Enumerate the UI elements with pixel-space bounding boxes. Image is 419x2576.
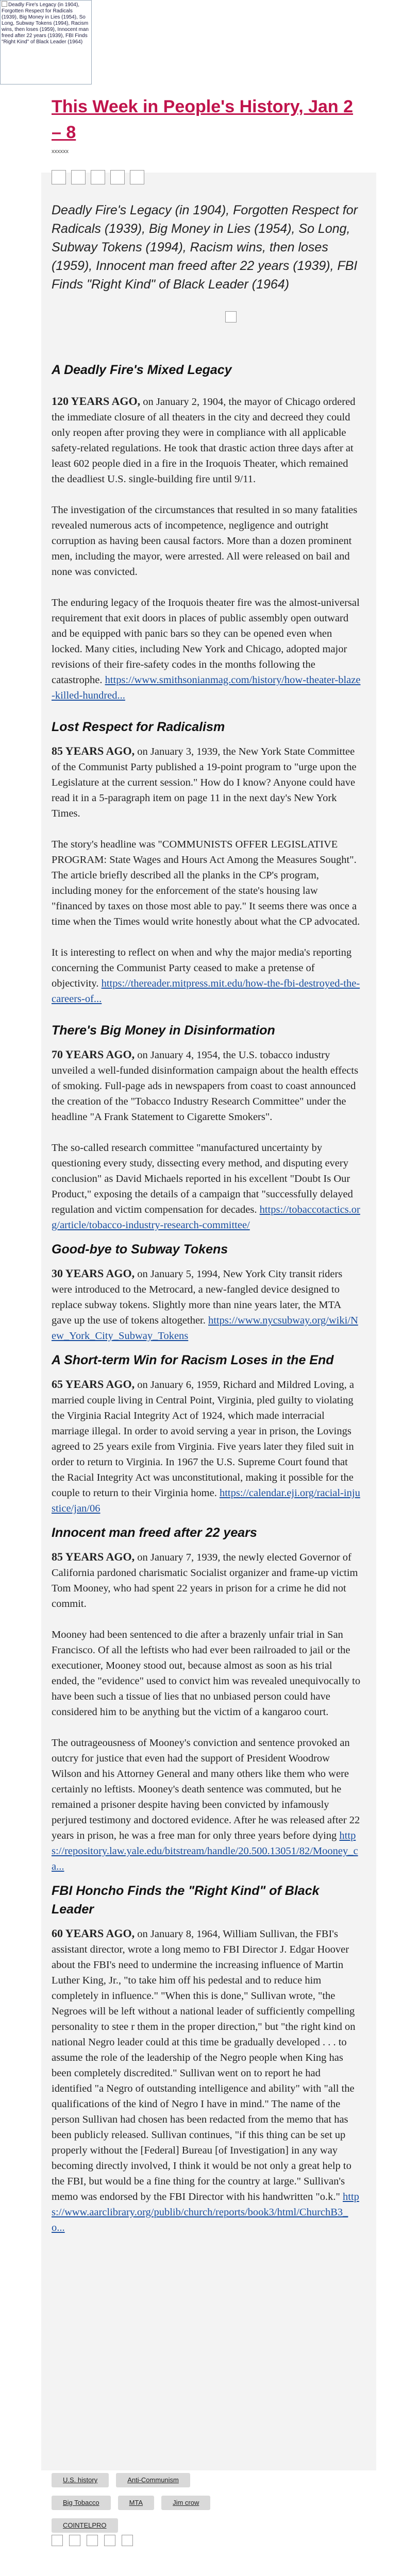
print-share-icon[interactable] xyxy=(104,2535,115,2546)
tobacco-lead: 70 YEARS AGO, xyxy=(52,1048,135,1061)
fire-p2: The investigation of the circumstances that resulted in so many fatalities revealed numerous acts of incompetence, negligence and outright corruption as having been causal factors. More than a dozen prominent men, including the mayor, were arrested. All were released on bail and none was convicted. xyxy=(52,504,358,578)
facebook-share-icon[interactable] xyxy=(52,2535,63,2546)
fire-link[interactable]: https://www.smithsonianmag.com/history/how-theater-blaze-killed-hundred... xyxy=(52,674,361,701)
tobacco-p1-text: on January 4, 1954, the U.S. tobacco industry unveiled a well-funded disinformation campaign about the health effects of smoking. Full-page ads in newspapers from coast to coast announced the creation of the "Tobacco Industry Research Committee" under the headline "A Frank Statement to Cigarette Smokers". xyxy=(52,1049,359,1123)
innocent-p1-text: on January 7, 1939, the newly elected Governor of California pardoned charismatic Socialist organizer and frame-up victim Tom Mooney, who had spent 22 years in prison for a crime he did not commit. xyxy=(52,1552,358,1609)
racism-link[interactable]: https://calendar.eji.org/racial-injustice/jan/06 xyxy=(52,1487,360,1514)
byline: xxxxxx xyxy=(52,148,69,155)
tag-jim-crow[interactable]: Jim crow xyxy=(161,2496,210,2510)
tobacco-heading: There's Big Money in Disinformation xyxy=(52,1023,275,1038)
racism-heading: A Short-term Win for Racism Loses in the End xyxy=(52,1353,334,1367)
subway-link[interactable]: https://www.nycsubway.org/wiki/New_York_City_Subway_Tokens xyxy=(52,1315,358,1342)
tobacco-p2-text: The so-called research committee "manufactured uncertainty by questioning every study, dissecting every method, and disputing every conclusion" as David Michaels reported in his excellent "Doubt Is Our Product," exposing the details of a campaign that "successfully delayed regulation and victim compensation for decades. xyxy=(52,1142,353,1215)
racism-p1 xyxy=(52,1377,361,1516)
radicalism-p1 xyxy=(52,743,361,821)
twitter-share-icon[interactable] xyxy=(71,170,86,184)
tag-us-history[interactable]: U.S. history xyxy=(52,2473,109,2487)
print-share-icon[interactable] xyxy=(110,170,125,184)
tag-big-tobacco[interactable]: Big Tobacco xyxy=(52,2496,111,2510)
innocent-p3-text: The outrageousness of Mooney's conviction and sentence provoked an outcry for justice that even had the support of President Woodrow Wilson and his Attorney General and many others like them who were certainly no leftists. Mooney's death sentence was commuted, but he remained a prisoner despite having been convicted by infamously perjured testimony and doctored evidence. After he was released after 22 years in prison, he was a free man for only three years before dying xyxy=(52,1737,360,1841)
fire-p1-text: on January 2, 1904, the mayor of Chicago ordered the immediate closure of all theaters in the city and decreed they could only reopen after proving they were in compliance with all applicable safety-related regulations. He took that drastic action three days after at least 602 people died in a fire in the Iroquois Theater, which remained the deadliest U.S. single-building fire until 9/11. xyxy=(52,396,356,485)
radicalism-link[interactable]: https://thereader.mitpress.mit.edu/how-the-fbi-destroyed-the-careers-of... xyxy=(52,978,360,1005)
fire-p1 xyxy=(52,394,361,487)
deck-summary: Deadly Fire's Legacy (in 1904), Forgotten Respect for Radicals (1939), Big Money in Lies (1954), So Long, Subway Tokens (1994), Racism wins, then loses (1959), Innocent man freed after 22 years (1939), FBI Finds "Right Kind" of Black Leader (1964) xyxy=(52,203,358,292)
tobacco-p2 xyxy=(52,1140,361,1233)
subway-lead: 30 YEARS AGO, xyxy=(52,1267,135,1280)
tobacco-p1 xyxy=(52,1047,361,1125)
article-body xyxy=(52,361,361,2235)
subway-p1-text: on January 5, 1994, New York City transit riders were introduced to the Metrocard, a new-fangled device designed to replace subway tokens. Slightly more than nine years later, the MTA gave up the use of tokens altogether. xyxy=(52,1268,343,1326)
subway-heading: Good-bye to Subway Tokens xyxy=(52,1242,228,1257)
fire-p3 xyxy=(52,595,361,703)
innocent-p2: Mooney had been sentenced to die after a brazenly unfair trial in San Francisco. Of all the leftists who had ever been railroaded to jail or the executioner, Mooney stood out, because almost as soon as his trial ended, the "evidence" used to convict him was revealed unequivocally to have been such a tissue of lies that no unbiased person could have considered him to be anything but the victim of a kangaroo court. xyxy=(52,1629,361,1718)
tag-cointelpro[interactable]: COINTELPRO xyxy=(52,2518,118,2533)
share-icons-top xyxy=(52,170,149,187)
innocent-lead: 85 YEARS AGO, xyxy=(52,1550,135,1563)
tag-anti-communism[interactable]: Anti-Communism xyxy=(116,2473,190,2487)
radicalism-p3 xyxy=(52,945,361,1007)
radicalism-lead: 85 YEARS AGO, xyxy=(52,744,135,757)
article-image-icon xyxy=(225,311,237,323)
radicalism-p2: The story's headline was "COMMUNISTS OFFER LEGISLATIVE PROGRAM: State Wages and Hours Act Among the Measures Sought". The article briefly described all the planks in the CP's program, including money for the enforcement of the state's housing law "financed by taxes on those most able to pay." It seems there was once a time when the Times would write honestly about what the CP advocated. xyxy=(52,839,360,927)
racism-lead: 65 YEARS AGO, xyxy=(52,1378,135,1391)
facebook-share-icon[interactable] xyxy=(52,170,66,184)
share-icons-bottom xyxy=(52,2535,139,2549)
email-share-icon[interactable] xyxy=(87,2535,98,2546)
subway-p1 xyxy=(52,1266,361,1344)
link-share-icon[interactable] xyxy=(130,170,144,184)
header-image xyxy=(0,0,92,84)
tag-mta[interactable]: MTA xyxy=(118,2496,154,2510)
racism-p1-text: on January 6, 1959, Richard and Mildred Loving, a married couple living in Central Point, Virginia, pled guilty to violating the Virginia Racial Integrity Act of 1924, which made interracial marriage illegal. In order to avoid serving a year in prison, the Lovings agreed to 25 years exile from Virginia. Five years later they filed suit in order to return to Virginia. In 1967 the U.S. Supreme Court found that the Racial Integrity Act was unconstitutional, making it possible for the couple to return to their Virginia home. xyxy=(52,1379,355,1499)
page-title[interactable]: This Week in People's History, Jan 2 – 8 xyxy=(52,97,354,142)
email-share-icon[interactable] xyxy=(91,170,105,184)
tobacco-link[interactable]: https://tobaccotactics.org/article/tobacco-industry-research-committee/ xyxy=(52,1204,360,1231)
fbi-heading: FBI Honcho Finds the "Right Kind" of Black Leader xyxy=(52,1884,320,1917)
fire-p3-text: The enduring legacy of the Iroquois theater fire was the almost-universal requirement that exit doors in places of public assembly open outward and be equipped with panic bars so they can be opened even when locked. Many cities, including New York and Chicago, adopted major revisions of their fire-safety codes in the months following the catastrophe. xyxy=(52,597,360,686)
twitter-share-icon[interactable] xyxy=(69,2535,80,2546)
tag-list xyxy=(52,2473,361,2541)
radicalism-p3-text: It is interesting to reflect on when and why the major media's reporting concerning the Communist Party ceased to make a pretense of objectivity. xyxy=(52,947,352,989)
fire-heading: A Deadly Fire's Mixed Legacy xyxy=(52,363,232,377)
radicalism-heading: Lost Respect for Radicalism xyxy=(52,720,225,734)
fbi-link[interactable]: https://www.aarclibrary.org/publib/church/reports/book3/html/ChurchB3_o... xyxy=(52,2191,359,2233)
broken-image-icon xyxy=(2,1,7,7)
innocent-p3 xyxy=(52,1735,361,1874)
fbi-p1 xyxy=(52,1926,361,2235)
link-share-icon[interactable] xyxy=(122,2535,133,2546)
fire-lead: 120 YEARS AGO, xyxy=(52,395,141,408)
innocent-p1 xyxy=(52,1549,361,1612)
innocent-heading: Innocent man freed after 22 years xyxy=(52,1526,257,1540)
fbi-lead: 60 YEARS AGO, xyxy=(52,1927,135,1940)
fbi-p1-text: on January 8, 1964, William Sullivan, the FBI's assistant director, wrote a long memo to FBI Director J. Edgar Hoover about the FBI's need to undermine the increasing influence of Martin Luther King, Jr., "to take him off his pedestal and to reduce him completely in influence." "When this is done," Sullivan wrote, "the Negroes will be left without a national leader of sufficiently compelling personality to stee r them in the proper direction," but "the right kind on national Negro leader could at this time be gradually developed . . . to assume the role of the leadership of the Negro people when King has been completely discredited." Sullivan went on to report he had identified "a Negro of outstanding intelligence and ability" with "all the qualifications of the kind of Negro I have in mind." The name of the person Sullivan had chosen has been redacted from the memo that has been publicly released. Sullivan continues, "if this thing can be set up properly without the [Federal] Bureau [of Investigation] in any way becoming directly involved, I think it would be not only a great help to the FBI, but would be a fine thing for the country at large." Sullivan's memo was endorsed by the FBI Director with his handwritten "o.k." xyxy=(52,1928,356,2202)
innocent-link[interactable]: https://repository.law.yale.edu/bitstream/handle/20.500.13051/82/Mooney_ca... xyxy=(52,1830,358,1872)
header-image-alt: Deadly Fire's Legacy (in 1904), Forgotten Respect for Radicals (1939), Big Money in Lies (1954), So Long, Subway Tokens (1994), Racism wins, then loses (1959), Innocent man freed after 22 years (1939), FBI Finds "Right Kind" of Black Leader (1964) xyxy=(2,2,89,45)
radicalism-p1-text: on January 3, 1939, the New York State Committee of the Communist Party published a 19-point program to "urge upon the Legislature at the current session." How do I know? Anyone could have read it in a 5-paragraph item on page 11 in the next day's New York Times. xyxy=(52,746,357,819)
